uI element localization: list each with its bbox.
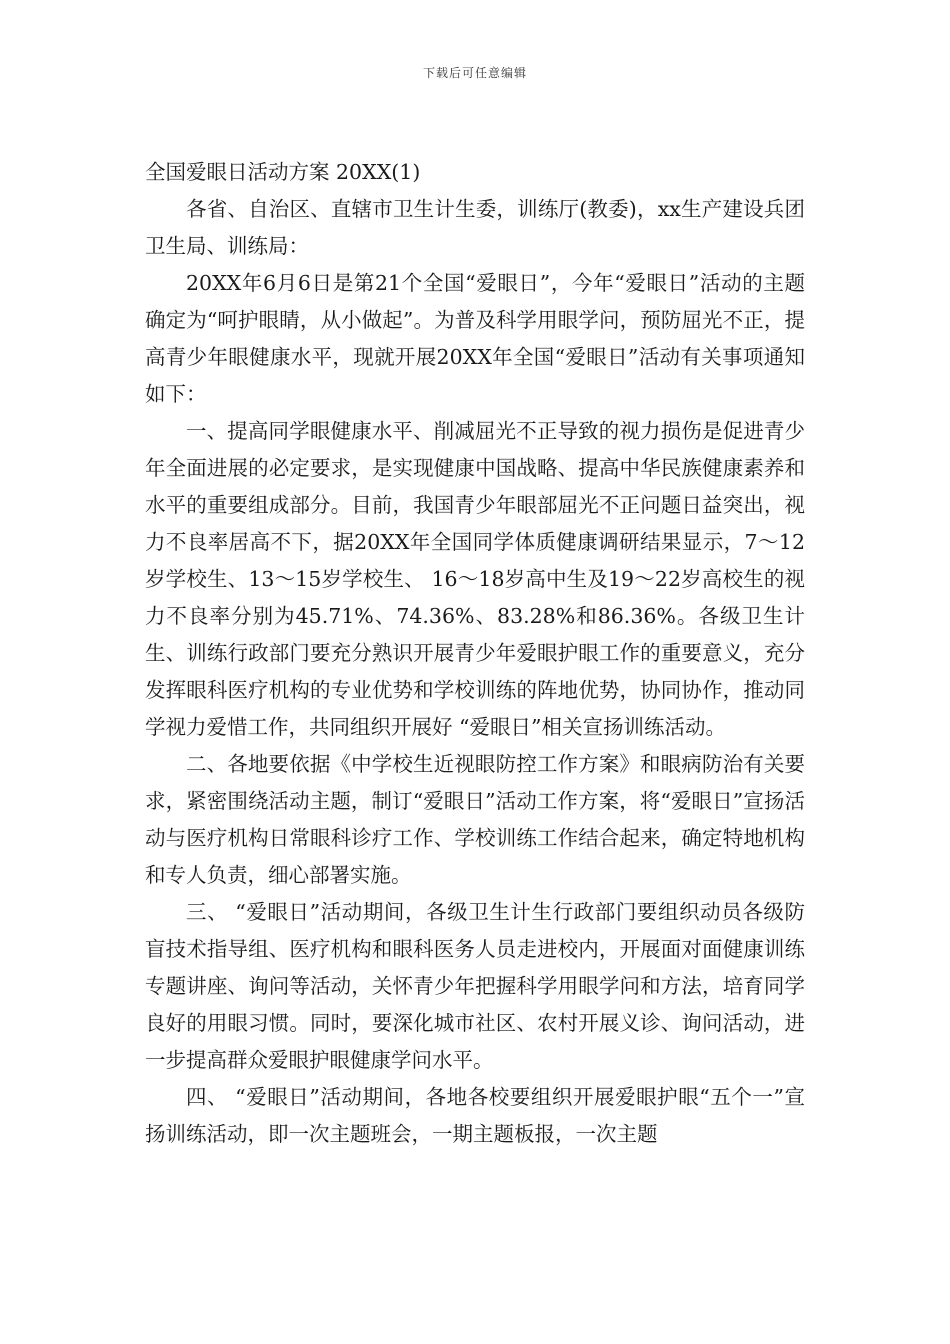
paragraph-section-2: 二、各地要依据《中学校生近视眼防控工作方案》和眼病防治有关要求，紧密围绕活动主题，制订“爱眼日”活动工作方案，将“爱眼日”宣扬活动与医疗机构日常眼科诊疗工作、学校训练工作结合起来，确定特地机构和专人负责，细心部署实施。 bbox=[145, 752, 805, 887]
paragraph-salutation: 各省、自治区、直辖市卫生计生委，训练厅(教委)，xx生产建设兵团卫生局、训练局： bbox=[145, 197, 805, 258]
document-title: 全国爱眼日活动方案 20XX(1) bbox=[145, 160, 421, 184]
paragraph-section-4: 四、 “爱眼日”活动期间，各地各校要组织开展爱眼护眼“五个一”宣扬训练活动，即一次主题班会，一期主题板报，一次主题 bbox=[145, 1085, 805, 1146]
paragraph-section-3: 三、 “爱眼日”活动期间，各级卫生计生行政部门要组织动员各级防盲技术指导组、医疗机构和眼科医务人员走进校内，开展面对面健康训练专题讲座、询问等活动，关怀青少年把握科学用眼学问和方法，培育同学良好的用眼习惯。同时，要深化城市社区、农村开展义诊、询问活动，进一步提高群众爱眼护眼健康学问水平。 bbox=[145, 900, 805, 1072]
paragraph-section-1: 一、提高同学眼健康水平、削减屈光不正导致的视力损伤是促进青少年全面进展的必定要求，是实现健康中国战略、提高中华民族健康素养和水平的重要组成部分。目前，我国青少年眼部屈光不正问题日益突出，视力不良率居高不下，据20XX年全国同学体质健康调研结果显示，7～12岁学校生、13～15岁学校生、 16～18岁高中生及19～22岁高校生的视力不良率分别为45.71%、74.36%、83.28%和86.36%。各级卫生计生、训练行政部门要充分熟识开展青少年爱眼护眼工作的重要意义，充分发挥眼科医疗机构的专业优势和学校训练的阵地优势，协同协作，推动同学视力爱惜工作，共同组织开展好 “爱眼日”相关宣扬训练活动。 bbox=[145, 419, 805, 739]
document-body bbox=[145, 154, 805, 1153]
paragraph-intro: 20XX年6月6日是第21个全国“爱眼日”，今年“爱眼日”活动的主题确定为“呵护眼睛，从小做起”。为普及科学用眼学问，预防屈光不正，提高青少年眼健康水平，现就开展20XX年全国“爱眼日”活动有关事项通知如下： bbox=[145, 271, 805, 406]
header-note: 下载后可任意编辑 bbox=[422, 66, 527, 80]
